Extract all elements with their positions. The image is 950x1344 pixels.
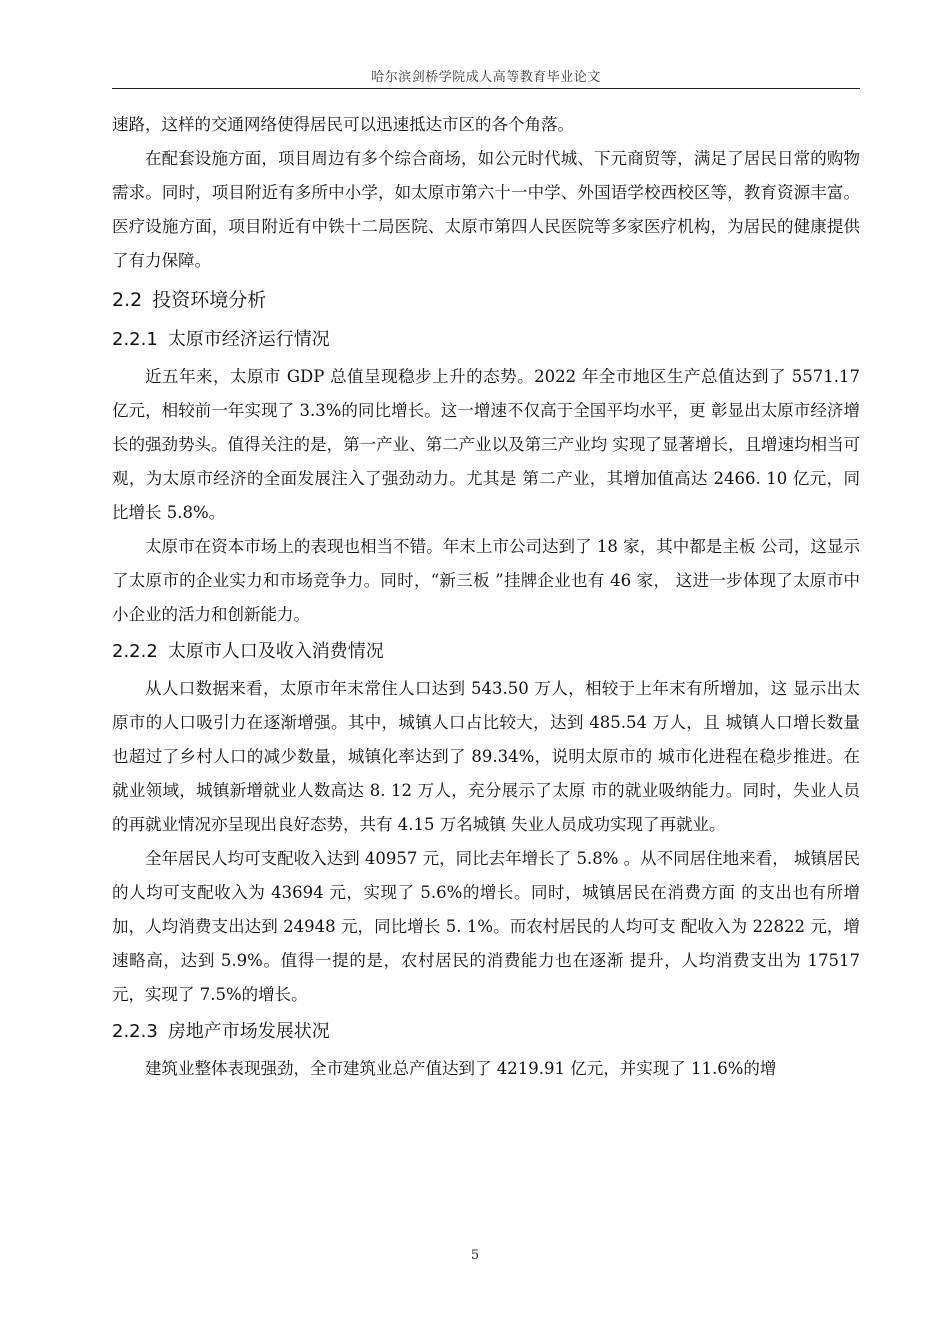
section-title: 太原市经济运行情况 — [167, 329, 330, 350]
paragraph-income-consumption: 全年居民人均可支配收入达到 40957 元，同比去年增长了 5.8% 。从不同居住地来看， 城镇居民的人均可支配收入为 43694 元，实现了 5.6%的增长。同时，城镇居民在消费方面 的支出也有所增加，人均消费支出达到 24948 元，同比增长 5. 1%。而农村居民的人均可支 配收入为 22822 元，增速略高，达到 5.9%。值得一提的是，农村居民的消费能力也在逐渐 提升，人均消费支出为 17517 元，实现了 7.5%的增长。 — [112, 849, 860, 1004]
paragraph-economy-capital-market: 太原市在资本市场上的表现也相当不错。年末上市公司达到了 18 家，其中都是主板 公司，这显示了太原市的企业实力和市场竞争力。同时，“新三板 ”挂牌企业也有 46 家， 这进一步体现了太原市中小企业的活力和创新能力。 — [112, 537, 860, 624]
section-title: 太原市人口及收入消费情况 — [167, 641, 384, 662]
section-heading-2-2-2 — [112, 632, 860, 672]
section-number: 2.2.1 — [112, 329, 158, 350]
section-heading-2-2-3 — [112, 1012, 860, 1052]
paragraph-facilities: 在配套设施方面，项目周边有多个综合商场，如公元时代城、下元商贸等，满足了居民日常的购物需求。同时，项目附近有多所中小学，如太原市第六十一中学、外国语学校西校区等，教育资源丰富。医疗设施方面，项目附近有中铁十二局医院、太原市第四人民医院等多家医疗机构，为居民的健康提供了有力保障。 — [112, 149, 860, 270]
section-title: 投资环境分析 — [152, 289, 267, 311]
section-title: 房地产市场发展状况 — [167, 1021, 330, 1042]
section-number: 2.2.2 — [112, 641, 158, 662]
paragraph-economy-gdp: 近五年来，太原市 GDP 总值呈现稳步上升的态势。2022 年全市地区生产总值达到了 5571.17 亿元，相较前一年实现了 3.3%的同比增长。这一增速不仅高于全国平均水平，更 彰显出太原市经济增长的强劲势头。值得关注的是，第一产业、第二产业以及第三产业均 实现了显著增长，且增速均相当可观，为太原市经济的全面发展注入了强劲动力。尤其是 第二产业，其增加值高达 2466. 10 亿元，同比增长 5.8%。 — [112, 367, 860, 522]
page-body — [112, 108, 860, 1086]
page-number: 5 — [470, 1248, 480, 1263]
paragraph-intro-continuation: 速路，这样的交通网络使得居民可以迅速抵达市区的各个角落。 — [112, 115, 574, 134]
section-heading-2-2 — [112, 280, 860, 320]
running-header: 哈尔滨剑桥学院成人高等教育毕业论文 — [371, 70, 601, 85]
header-divider — [112, 88, 860, 89]
section-heading-2-2-1 — [112, 320, 860, 360]
paragraph-real-estate: 建筑业整体表现强劲，全市建筑业总产值达到了 4219.91 亿元，并实现了 11.6%的增 — [145, 1059, 777, 1078]
section-number: 2.2.3 — [112, 1021, 158, 1042]
paragraph-population: 从人口数据来看，太原市年末常住人口达到 543.50 万人，相较于上年末有所增加，这 显示出太原市的人口吸引力在逐渐增强。其中，城镇人口占比较大，达到 485.54 万人，且 城镇人口增长数量也超过了乡村人口的减少数量，城镇化率达到了 89.34%，说明太原市的 城市化进程在稳步推进。在就业领域，城镇新增就业人数高达 8. 12 万人，充分展示了太原 市的就业吸纳能力。同时，失业人员的再就业情况亦呈现出良好态势，共有 4.15 万名城镇 失业人员成功实现了再就业。 — [112, 679, 860, 834]
section-number: 2.2 — [112, 289, 143, 311]
